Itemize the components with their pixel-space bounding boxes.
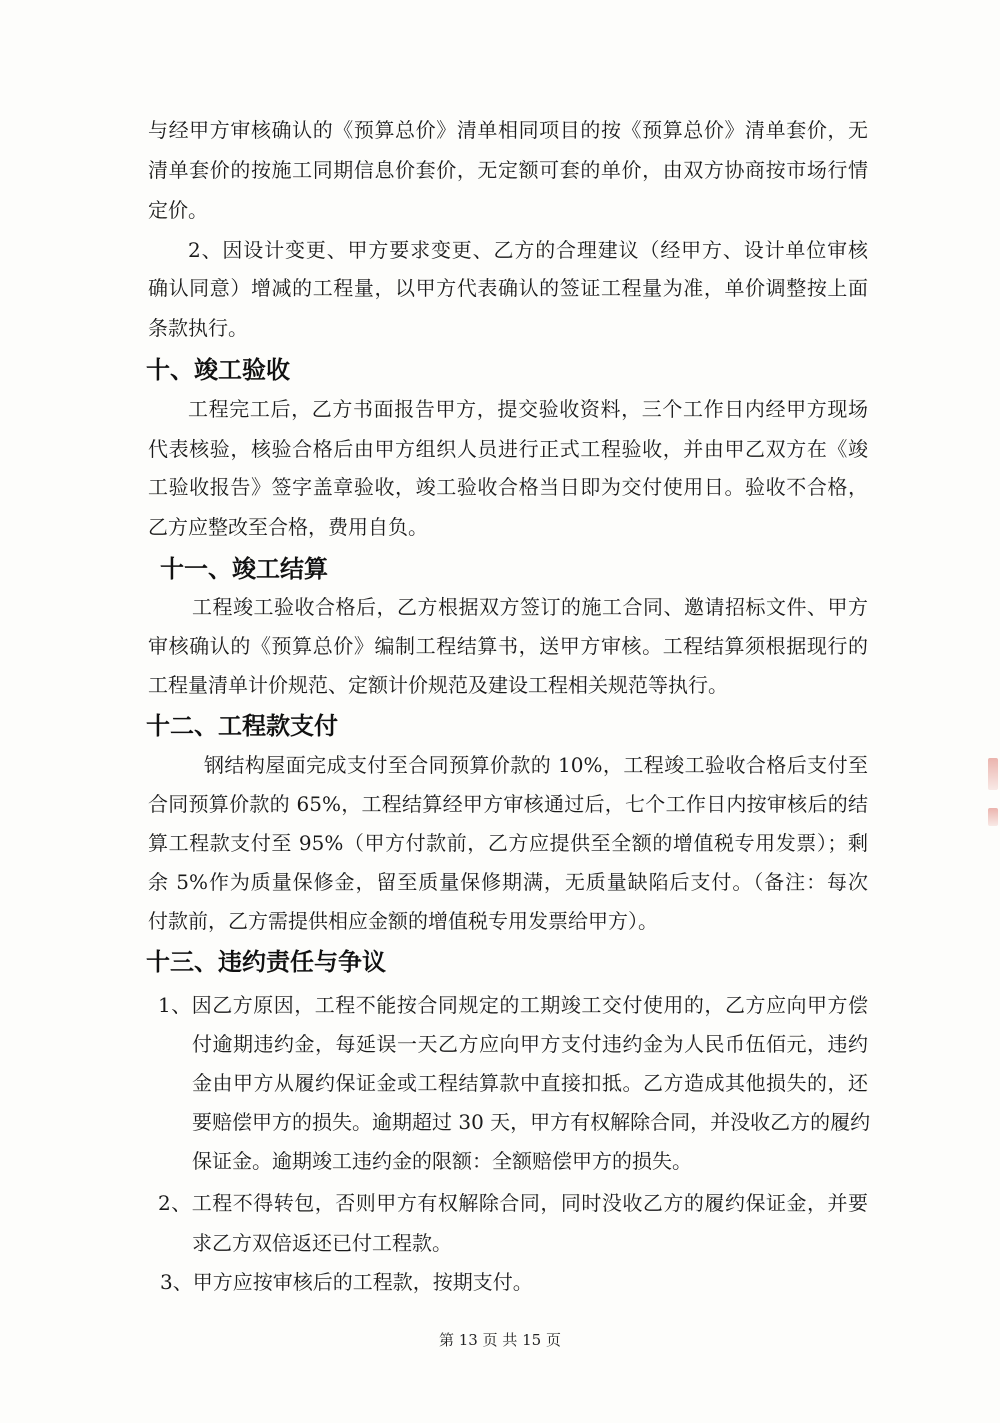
- text-line: 条款执行。: [148, 316, 248, 340]
- text-line: 乙方应整改至合格，费用自负。: [148, 515, 428, 539]
- section-heading: 十、竣工验收: [146, 355, 290, 384]
- section-heading: 十一、竣工结算: [160, 554, 328, 583]
- text-line: 工程竣工验收合格后，乙方根据双方签订的施工合同、邀请招标文件、甲方: [192, 595, 868, 619]
- section-heading: 十三、违约责任与争议: [146, 947, 386, 976]
- text-line: 算工程款支付至 95%（甲方付款前，乙方应提供至全额的增值税专用发票）；剩: [148, 831, 868, 855]
- text-line: 余 5%作为质量保修金，留至质量保修期满，无质量缺陷后支付。（备注：每次: [148, 870, 868, 894]
- text-line: 工程完工后，乙方书面报告甲方，提交验收资料，三个工作日内经甲方现场: [188, 397, 868, 421]
- text-line: 确认同意）增减的工程量，以甲方代表确认的签证工程量为准，单价调整按上面: [148, 276, 868, 300]
- text-line: 钢结构屋面完成支付至合同预算价款的 10%，工程竣工验收合格后支付至: [204, 753, 868, 777]
- text-line: 代表核验，核验合格后由甲方组织人员进行正式工程验收，并由甲乙双方在《竣: [148, 437, 868, 461]
- text-line: 定价。: [148, 198, 208, 222]
- text-line: 工验收报告》签字盖章验收，竣工验收合格当日即为交付使用日。验收不合格，: [148, 475, 868, 499]
- list-item-line: 1、因乙方原因，工程不能按合同规定的工期竣工交付使用的，乙方应向甲方偿: [158, 993, 868, 1017]
- text-line: 2、因设计变更、甲方要求变更、乙方的合理建议（经甲方、设计单位审核: [188, 238, 868, 262]
- list-item-line: 金由甲方从履约保证金或工程结算款中直接扣抵。乙方造成其他损失的，还: [192, 1071, 868, 1095]
- list-item-line: 保证金。逾期竣工违约金的限额：全额赔偿甲方的损失。: [192, 1149, 692, 1173]
- list-item-line: 3、甲方应按审核后的工程款，按期支付。: [160, 1270, 533, 1294]
- text-line: 与经甲方审核确认的《预算总价》清单相同项目的按《预算总价》清单套价，无: [148, 118, 868, 142]
- section-heading: 十二、工程款支付: [146, 711, 338, 740]
- text-line: 付款前，乙方需提供相应金额的增值税专用发票给甲方）。: [148, 909, 658, 933]
- seal-edge-mark: [988, 758, 998, 790]
- text-line: 清单套价的按施工同期信息价套价，无定额可套的单价，由双方协商按市场行情: [148, 158, 868, 182]
- list-item-line: 求乙方双倍返还已付工程款。: [192, 1231, 452, 1255]
- seal-edge-mark: [988, 808, 998, 826]
- text-line: 工程量清单计价规范、定额计价规范及建设工程相关规范等执行。: [148, 673, 728, 697]
- page-number: 第 13 页 共 15 页: [438, 1331, 561, 1349]
- text-line: 审核确认的《预算总价》编制工程结算书，送甲方审核。工程结算须根据现行的: [148, 634, 868, 658]
- text-line: 合同预算价款的 65%，工程结算经甲方审核通过后，七个工作日内按审核后的结: [148, 792, 868, 816]
- list-item-line: 2、工程不得转包，否则甲方有权解除合同，同时没收乙方的履约保证金，并要: [158, 1191, 868, 1215]
- list-item-line: 要赔偿甲方的损失。逾期超过 30 天，甲方有权解除合同，并没收乙方的履约: [192, 1110, 871, 1134]
- list-item-line: 付逾期违约金，每延误一天乙方应向甲方支付违约金为人民币伍佰元，违约: [192, 1032, 868, 1056]
